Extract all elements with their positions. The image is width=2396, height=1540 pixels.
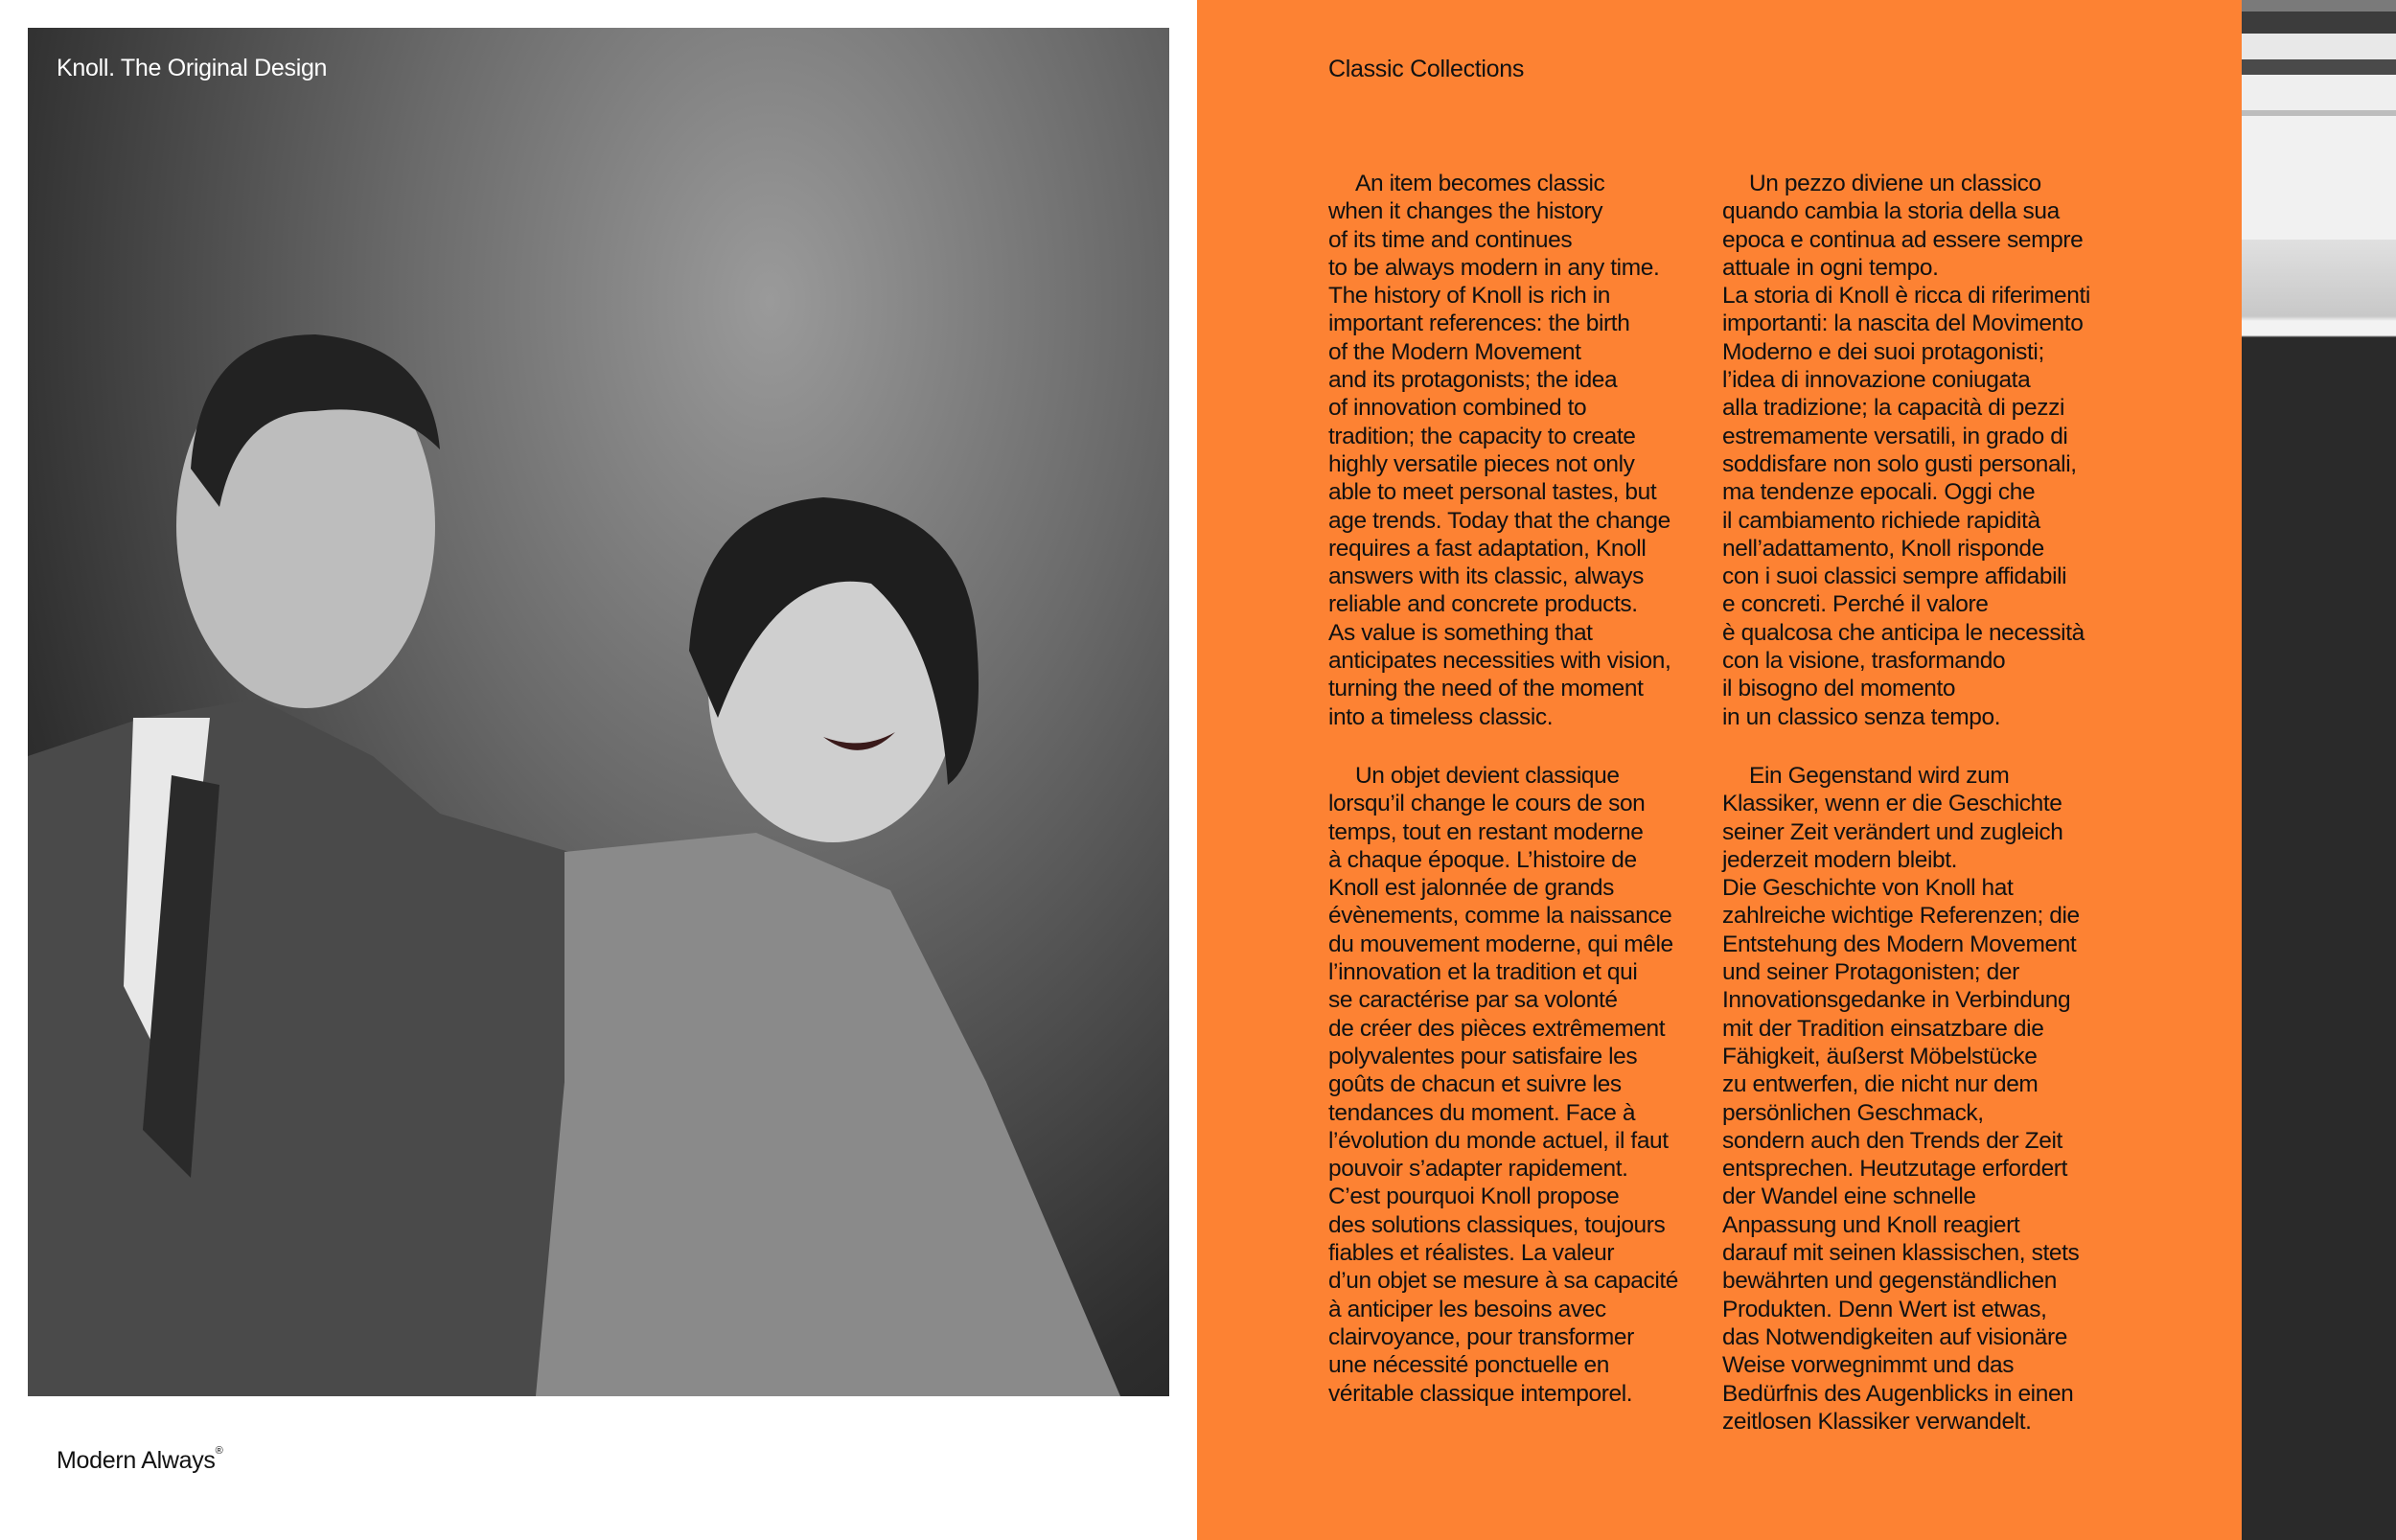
- text-line: Klassiker, wenn er die Geschichte: [1722, 791, 2062, 817]
- text-line: to be always modern in any time.: [1328, 254, 1660, 281]
- text-line: able to meet personal tastes, but: [1328, 479, 1657, 506]
- text-block-english: [1328, 170, 1670, 731]
- text-line: darauf mit seinen klassischen, stets: [1722, 1240, 2080, 1267]
- text-line: reliable and concrete products.: [1328, 591, 1638, 618]
- text-line: il cambiamento richiede rapidità: [1722, 507, 2040, 534]
- text-line: bewährten und gegenständlichen: [1722, 1268, 2057, 1295]
- text-line: das Notwendigkeiten auf visionäre: [1722, 1323, 2067, 1350]
- text-line: age trends. Today that the change: [1328, 507, 1670, 534]
- text-line: zahlreiche wichtige Referenzen; die: [1722, 903, 2080, 930]
- portrait-photo: [28, 28, 1169, 1396]
- text-line: fiables et réalistes. La valeur: [1328, 1240, 1615, 1267]
- text-line: persönlichen Geschmack,: [1722, 1099, 1984, 1126]
- text-line: è qualcosa che anticipa le necessità: [1722, 619, 2085, 646]
- interior-photo-strip: [2242, 0, 2396, 1540]
- text-line: when it changes the history: [1328, 198, 1603, 225]
- text-line: une nécessité ponctuelle en: [1328, 1352, 1609, 1379]
- text-line: Moderno e dei suoi protagonisti;: [1722, 338, 2044, 365]
- text-line: mit der Tradition einsatzbare die: [1722, 1015, 2044, 1042]
- text-line: Weise vorwegnimmt und das: [1722, 1352, 2015, 1379]
- text-line: nell’adattamento, Knoll risponde: [1722, 535, 2044, 562]
- text-line: The history of Knoll is rich in: [1328, 283, 1610, 310]
- text-line: à anticiper les besoins avec: [1328, 1296, 1606, 1322]
- text-line: lorsqu’il change le cours de son: [1328, 791, 1646, 817]
- text-line: Entstehung des Modern Movement: [1722, 931, 2077, 957]
- text-line: zeitlosen Klassiker verwandelt.: [1722, 1408, 2032, 1435]
- text-line: Die Geschichte von Knoll hat: [1722, 875, 2014, 902]
- text-line: attuale in ogni tempo.: [1722, 254, 1939, 281]
- text-line: alla tradizione; la capacità di pezzi: [1722, 395, 2064, 422]
- registered-mark: ®: [215, 1445, 223, 1457]
- text-line: Fähigkeit, äußerst Möbelstücke: [1722, 1043, 2038, 1069]
- text-line: con la visione, trasformando: [1722, 648, 2006, 675]
- text-line: of the Modern Movement: [1328, 338, 1581, 365]
- text-line: se caractérise par sa volonté: [1328, 987, 1618, 1014]
- section-title: Classic Collections: [1328, 56, 1525, 82]
- text-line: into a timeless classic.: [1328, 703, 1554, 730]
- text-line: polyvalentes pour satisfaire les: [1328, 1043, 1638, 1069]
- text-line: l’évolution du monde actuel, il faut: [1328, 1127, 1669, 1154]
- text-line: à chaque époque. L’histoire de: [1328, 846, 1637, 873]
- text-line: e concreti. Perché il valore: [1722, 591, 1989, 618]
- text-line: turning the need of the moment: [1328, 676, 1644, 702]
- text-line: des solutions classiques, toujours: [1328, 1211, 1666, 1238]
- text-line: estremamente versatili, in grado di: [1722, 423, 2068, 449]
- text-line: temps, tout en restant moderne: [1328, 818, 1644, 845]
- text-line: ma tendenze epocali. Oggi che: [1722, 479, 2036, 506]
- portrait-illustration: [28, 28, 1169, 1396]
- text-line: seiner Zeit verändert und zugleich: [1722, 818, 2063, 845]
- text-line: Bedürfnis des Augenblicks in einen: [1722, 1380, 2074, 1407]
- text-line: Ein Gegenstand wird zum: [1749, 763, 2010, 789]
- text-line: der Wandel eine schnelle: [1722, 1184, 1976, 1210]
- text-line: con i suoi classici sempre affidabili: [1722, 563, 2067, 590]
- text-line: in un classico senza tempo.: [1722, 703, 2001, 730]
- text-line: Produkten. Denn Wert ist etwas,: [1722, 1296, 2047, 1322]
- text-block-german: [1722, 762, 2080, 1436]
- text-line: important references: the birth: [1328, 310, 1630, 337]
- text-line: clairvoyance, pour transformer: [1328, 1323, 1634, 1350]
- text-line: C’est pourquoi Knoll propose: [1328, 1184, 1620, 1210]
- text-line: jederzeit modern bleibt.: [1722, 846, 1958, 873]
- text-line: An item becomes classic: [1355, 171, 1605, 196]
- text-line: answers with its classic, always: [1328, 563, 1644, 590]
- text-line: d’un objet se mesure à sa capacité: [1328, 1268, 1679, 1295]
- text-line: évènements, comme la naissance: [1328, 903, 1672, 930]
- text-block-italian: [1722, 170, 2090, 731]
- text-line: and its protagonists; the idea: [1328, 367, 1618, 394]
- text-line: il bisogno del momento: [1722, 676, 1956, 702]
- text-line: epoca e continua ad essere sempre: [1722, 226, 2084, 253]
- text-line: tradition; the capacity to create: [1328, 423, 1636, 449]
- photo-caption: Knoll. The Original Design: [57, 55, 328, 81]
- text-line: Knoll est jalonnée de grands: [1328, 875, 1614, 902]
- text-line: zu entwerfen, die nicht nur dem: [1722, 1071, 2039, 1098]
- text-line: Un pezzo diviene un classico: [1749, 171, 2041, 196]
- text-line: und seiner Protagonisten; der: [1722, 959, 2019, 986]
- text-line: Un objet devient classique: [1355, 763, 1620, 789]
- text-line: soddisfare non solo gusti personali,: [1722, 450, 2077, 477]
- text-line: of innovation combined to: [1328, 395, 1587, 422]
- text-line: As value is something that: [1328, 619, 1593, 646]
- text-line: sondern auch den Trends der Zeit: [1722, 1127, 2062, 1154]
- right-page: [1197, 0, 2242, 1540]
- text-line: Anpassung und Knoll reagiert: [1722, 1211, 2020, 1238]
- left-page: [0, 0, 1197, 1540]
- footer-tagline: [57, 1447, 222, 1475]
- text-line: quando cambia la storia della sua: [1722, 198, 2060, 225]
- text-line: de créer des pièces extrêmement: [1328, 1015, 1666, 1042]
- text-line: tendances du moment. Face à: [1328, 1099, 1636, 1126]
- text-line: La storia di Knoll è ricca di riferimenti: [1722, 283, 2090, 310]
- text-line: l’innovation et la tradition et qui: [1328, 959, 1638, 986]
- text-line: véritable classique intemporel.: [1328, 1380, 1633, 1407]
- text-line: pouvoir s’adapter rapidement.: [1328, 1156, 1628, 1183]
- text-line: anticipates necessities with vision,: [1328, 648, 1671, 675]
- text-line: importanti: la nascita del Movimento: [1722, 310, 2084, 337]
- text-line: goûts de chacun et suivre les: [1328, 1071, 1622, 1098]
- text-line: of its time and continues: [1328, 226, 1573, 253]
- text-line: Innovationsgedanke in Verbindung: [1722, 987, 2071, 1014]
- text-line: highly versatile pieces not only: [1328, 450, 1635, 477]
- text-line: requires a fast adaptation, Knoll: [1328, 535, 1647, 562]
- text-line: l’idea di innovazione coniugata: [1722, 367, 2031, 394]
- text-line: entsprechen. Heutzutage erfordert: [1722, 1156, 2067, 1183]
- text-block-french: [1328, 762, 1678, 1408]
- footer-text: Modern Always: [57, 1447, 216, 1474]
- text-line: du mouvement moderne, qui mêle: [1328, 931, 1673, 957]
